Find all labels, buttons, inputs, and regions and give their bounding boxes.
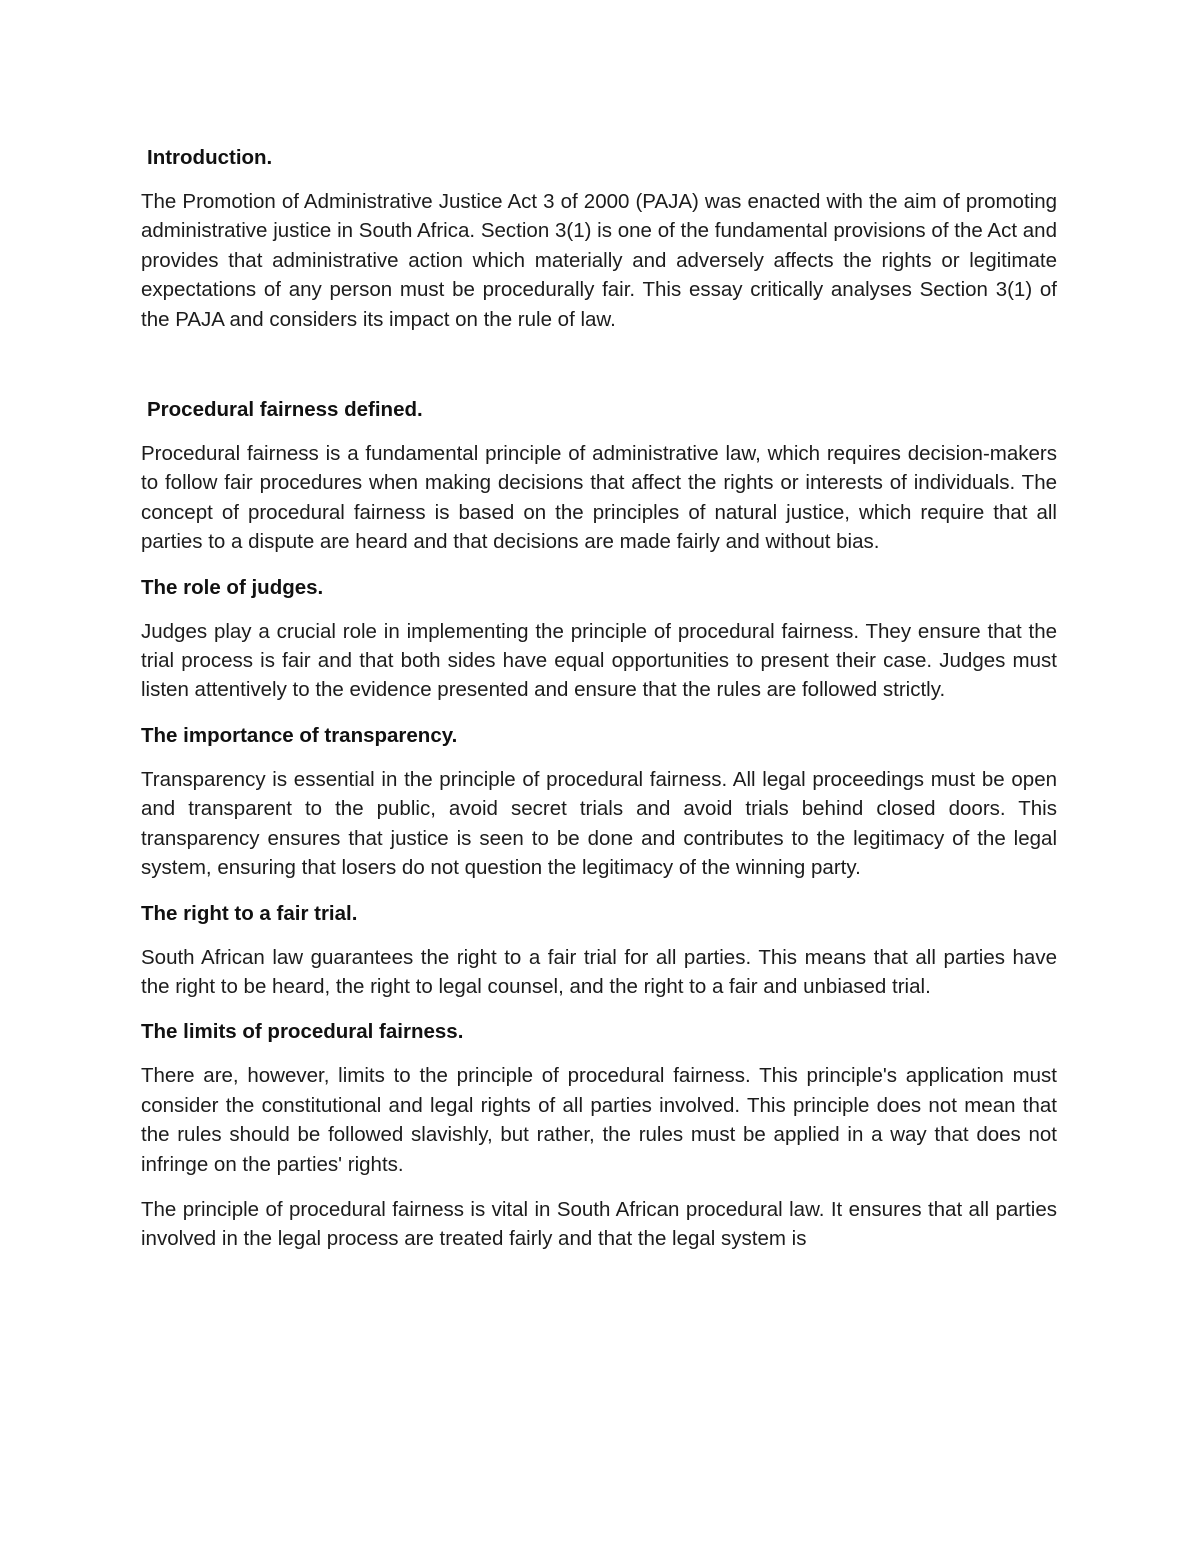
paragraph-importance-of-transparency: Transparency is essential in the principle of procedural fairness. All legal proceedings must be open and transparent to the public, avoid secret trials and avoid trials behind closed doors. This transparency ensures that justice is seen to be done and contributes to the legitimacy of the legal system, ensuring that losers do not question the legitimacy of the winning party. [141, 767, 1057, 880]
paragraph-role-of-judges: Judges play a crucial role in implementing the principle of procedural fairness. They ensure that the trial process is fair and that both sides have equal opportunities to present their case. Judges must listen attentively to the evidence presented and ensure that the rules are followed strictly. [141, 619, 1057, 702]
section-heading-right-to-fair-trial: The right to a fair trial. [141, 901, 358, 925]
paragraph-right-to-fair-trial: South African law guarantees the right to a fair trial for all parties. This means that all parties have the right to be heard, the right to legal counsel, and the right to a fair and unbiased trial. [141, 945, 1057, 998]
paragraph-procedural-fairness-defined: Procedural fairness is a fundamental principle of administrative law, which requires decision-makers to follow fair procedures when making decisions that affect the rights or interests of individuals. The concept of procedural fairness is based on the principles of natural justice, which require that all parties to a dispute are heard and that decisions are made fairly and without bias. [141, 442, 1057, 554]
section-heading-role-of-judges: The role of judges. [141, 575, 324, 599]
section-heading-introduction: Introduction. [147, 146, 273, 169]
paragraph-conclusion: The principle of procedural fairness is vital in South African procedural law. It ensures that all parties involved in the legal process are treated fairly and that the legal system is [141, 1197, 1057, 1251]
section-heading-procedural-fairness-defined: Procedural fairness defined. [147, 398, 423, 422]
document-body [141, 143, 1057, 1254]
section-heading-limits-of-procedural-fairness: The limits of procedural fairness. [141, 1020, 464, 1044]
paragraph-introduction: The Promotion of Administrative Justice Act 3 of 2000 (PAJA) was enacted with the aim of promoting administrative justice in South Africa. Section 3(1) is one of the fundamental provisions of the Act and provides that administrative action which materially and adversely affects the rights or legitimate expectations of any person must be procedurally fair. This essay critically analyses Section 3(1) of the PAJA and considers its impact on the rule of law. [141, 190, 1057, 331]
section-heading-importance-of-transparency: The importance of transparency. [141, 723, 458, 747]
paragraph-limits-of-procedural-fairness: There are, however, limits to the principle of procedural fairness. This principle's application must consider the constitutional and legal rights of all parties involved. This principle does not mean that the rules should be followed slavishly, but rather, the rules must be applied in a way that does not infringe on the parties' rights. [141, 1064, 1057, 1176]
